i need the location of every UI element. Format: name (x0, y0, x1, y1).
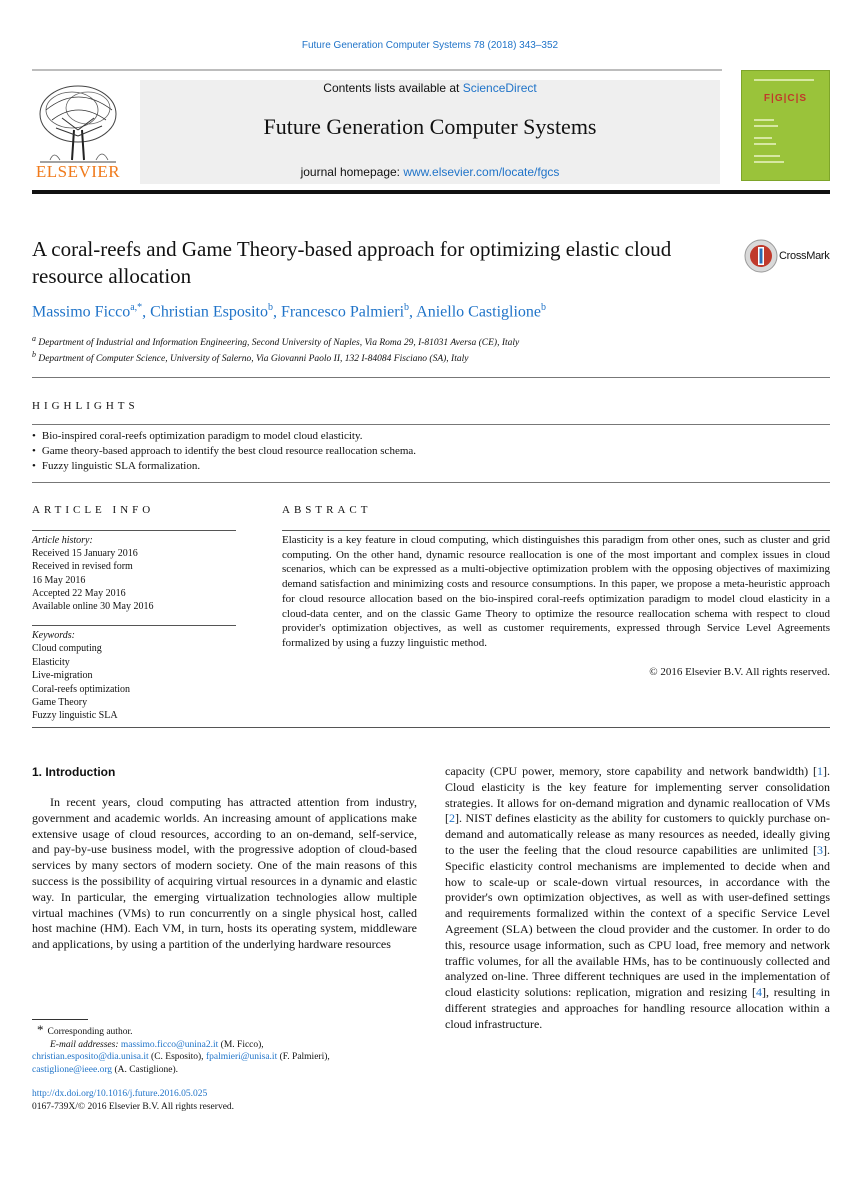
email-label: E-mail addresses: (50, 1039, 121, 1050)
keyword-item: Live-migration (32, 670, 93, 682)
introduction-heading: 1. Introduction (32, 765, 116, 779)
journal-cover-thumbnail[interactable] (741, 70, 830, 181)
footnote-rule (32, 1019, 88, 1020)
cover-detail (754, 161, 784, 163)
body-text: ]. Specific elasticity control mechanisms are implemented to decide when and how to scale-up or scale-down virtual resources, in accordance with the provider's own optimization objectives, as well as with user-defined settings and requirements formalized within the context of a specific Service Level Agreement (SLA) between the cloud provider and the customer. In order to do this, resource usage information, such as CPU load, free memory and network traffic volumes, for all the available HMs, has to be continuously collected and analyzed on-line. Three different techniques are used in the implementation of cloud elasticity solutions: replication, migration and resizing [ (445, 842, 830, 1000)
reference-link[interactable]: 4 (755, 985, 762, 1000)
affiliation-text: Department of Computer Science, University of Salerno, Via Giovanni Paolo II, 132 I-84084 Fisciano (SA), Italy (38, 354, 469, 365)
history-item: Received 15 January 2016 (32, 548, 138, 560)
affiliation-text: Department of Industrial and Information Engineering, Second University of Naples, Via Roma 29, I-81031 Aversa (CE), Italy (38, 338, 520, 349)
issn-line: 0167-739X/© 2016 Elsevier B.V. All rights reserved. (32, 1101, 235, 1112)
email-owner: (C. Esposito), (148, 1052, 206, 1063)
author-list: Massimo Ficco$^{a,*}$, Christian Esposito$^b$, Francesco Palmieri$^b$, Aniello Castiglione$^b$ (32, 302, 547, 321)
author-name[interactable]: Christian Esposito (150, 303, 268, 321)
cover-detail (754, 155, 780, 157)
corresponding-author-text: Corresponding author. (47, 1027, 133, 1037)
history-item: Available online 30 May 2016 (32, 601, 154, 613)
reference-link[interactable]: 2 (449, 811, 455, 826)
affiliation-mark: b (32, 350, 36, 359)
section-rule (32, 377, 830, 378)
keyword-item: Cloud computing (32, 643, 102, 655)
author-affiliation-mark[interactable]: b (267, 302, 273, 313)
email-owner: (F. Palmieri), (277, 1052, 330, 1063)
reference-link[interactable]: 1 (817, 764, 823, 778)
affiliation-a (32, 334, 822, 348)
abstract-text: Elasticity is a key feature in cloud computing, which distinguishes this paradigm from other ones, such as cluster and grid computing. On the other hand, dynamic resource reallocation is one of the most important and complex issues in cloud scenarios, which can be expressed as a multi-objective optimization problem with the opposing objectives of maximizing demand satisfaction and minimizing costs and resource consumptions. In this paper, we propose a meta-heuristic approach for cloud resource allocation based on the bio-inspired coral-reefs optimization paradigm to model cloud elasticity in a cloud-data center, and on the classic Game Theory to optimize the resource reallocation schema with respect to cloud provider's optimization objectives, as well as customer requirements, expressed through Service Level Agreements formalized by using a fuzzy linguistic method. (282, 534, 830, 649)
contents-line (140, 81, 720, 95)
section-rule (32, 482, 830, 483)
cover-detail (754, 137, 772, 139)
article-info-rule (32, 625, 236, 626)
header-bottom-rule (32, 190, 830, 194)
body-text: capacity (CPU power, memory, store capability and network bandwidth) [ (445, 764, 817, 778)
highlight-item: • Bio-inspired coral-reefs optimization paradigm to model cloud elasticity. (32, 429, 822, 444)
crossmark-icon[interactable] (743, 238, 779, 274)
email-owner: (A. Castiglione). (112, 1064, 179, 1075)
cover-detail (754, 119, 774, 121)
crossmark-label[interactable]: CrossMark (779, 250, 830, 262)
article-info-rule (32, 530, 236, 531)
body-text: ], resulting in different strategies and approaches for handling resource allocation within a cloud infrastructure. (445, 985, 830, 1031)
body-text: ]. Cloud elasticity is the key feature for implementing server consolidation strategies. It allows for on-demand migration and dynamic reallocation of VMs [ (445, 764, 830, 826)
email-line (32, 1039, 417, 1052)
cover-detail (754, 143, 776, 145)
journal-title: Future Generation Computer Systems (263, 114, 597, 139)
reference-link[interactable]: 3 (817, 842, 823, 857)
homepage-line (140, 165, 720, 179)
footnotes (32, 1024, 417, 1076)
email-owner: (M. Ficco), (218, 1039, 264, 1050)
keyword-item: Elasticity (32, 656, 70, 668)
doi-link[interactable]: http://dx.doi.org/10.1016/j.future.2016.05.025 (32, 1089, 208, 1099)
keyword-item: Game Theory (32, 697, 88, 709)
email-link[interactable]: castiglione@ieee.org (32, 1064, 113, 1075)
email-link[interactable]: massimo.ficco@unina2.it (120, 1039, 219, 1050)
footnote-star: * (37, 1022, 44, 1037)
highlights-list (32, 429, 822, 474)
email-line (32, 1051, 417, 1064)
corresponding-author-note (32, 1024, 417, 1039)
keywords-label: Keywords: (32, 630, 75, 641)
article-history (32, 534, 242, 613)
abstract-heading: ABSTRACT (282, 504, 372, 516)
author-name[interactable]: Massimo Ficco (32, 303, 131, 321)
article-info-heading: ARTICLE INFO (32, 504, 155, 516)
elsevier-wordmark: ELSEVIER (35, 162, 121, 181)
homepage-prefix: journal homepage: (300, 165, 404, 179)
paper-title: A coral-reefs and Game Theory-based approach for optimizing elastic cloud resource allocation (32, 237, 672, 288)
abstract-rule (282, 530, 830, 531)
email-line (32, 1064, 417, 1077)
body-text: ]. NIST defines elasticity as the ability for customers to quickly purchase on-demand and automatically release as many resources as needed, ideally giving to the user the feeling that the cloud resource capabilities are unlimited [ (445, 811, 830, 857)
highlights-heading: HIGHLIGHTS (32, 400, 139, 412)
email-link[interactable]: fpalmieri@unisa.it (205, 1052, 278, 1063)
highlight-item: • Game theory-based approach to identify the best cloud resource reallocation schema. (32, 444, 822, 459)
introduction-left-column: In recent years, cloud computing has attracted attention from industry, government and academic worlds. An increasing amount of applications make extensive usage of cloud resources, according to an on-demand, self-service, and pay-by-use business model, with the progressive adoption of cloud-based services by many sectors of modern society. One of the main reasons of this success is the possibility of acquiring virtual resources in a dynamic and elastic way. In particular, the emerging virtualization technologies allow multiple virtual machines (VMs) to run concurrently on a single physical host, called host machine (HM). Each VM, in turn, hosts its operating system, middleware and applications, by using a partition of the underlying hardware resources (32, 795, 417, 952)
email-link[interactable]: christian.esposito@dia.unisa.it (32, 1052, 149, 1063)
keyword-item: Coral-reefs optimization (32, 683, 131, 695)
history-item: Received in revised form (32, 561, 133, 573)
affiliation-b (32, 350, 822, 364)
cover-brand: F|G|C|S (763, 93, 808, 104)
sciencedirect-link[interactable]: ScienceDirect (462, 81, 537, 95)
contents-prefix: Contents lists available at (323, 81, 463, 95)
author-name[interactable]: Francesco Palmieri (280, 303, 405, 321)
author-affiliation-mark[interactable]: b (541, 302, 547, 313)
abstract-bottom-rule (32, 727, 830, 728)
affiliation-mark: a (32, 334, 36, 343)
cover-detail (754, 125, 778, 127)
section-rule (32, 424, 830, 425)
author-affiliation-mark[interactable]: b (404, 302, 410, 313)
author-affiliation-mark[interactable]: a,* (130, 302, 143, 313)
author-name[interactable]: Aniello Castiglione (416, 303, 542, 321)
highlight-item: • Fuzzy linguistic SLA formalization. (32, 459, 822, 474)
history-item: 16 May 2016 (32, 574, 86, 586)
keyword-item: Fuzzy linguistic SLA (32, 710, 118, 722)
header-top-rule (32, 69, 722, 71)
keywords-block (32, 629, 242, 723)
cover-detail (754, 79, 814, 81)
history-item: Accepted 22 May 2016 (32, 587, 126, 599)
doi-block (32, 1088, 417, 1113)
journal-homepage-link[interactable]: www.elsevier.com/locate/fgcs (403, 165, 560, 179)
journal-citation-link[interactable]: Future Generation Computer Systems 78 (2018) 343–352 (301, 40, 559, 51)
history-label: Article history: (32, 535, 93, 546)
introduction-right-column (445, 764, 830, 1033)
abstract-copyright: © 2016 Elsevier B.V. All rights reserved. (649, 666, 830, 678)
